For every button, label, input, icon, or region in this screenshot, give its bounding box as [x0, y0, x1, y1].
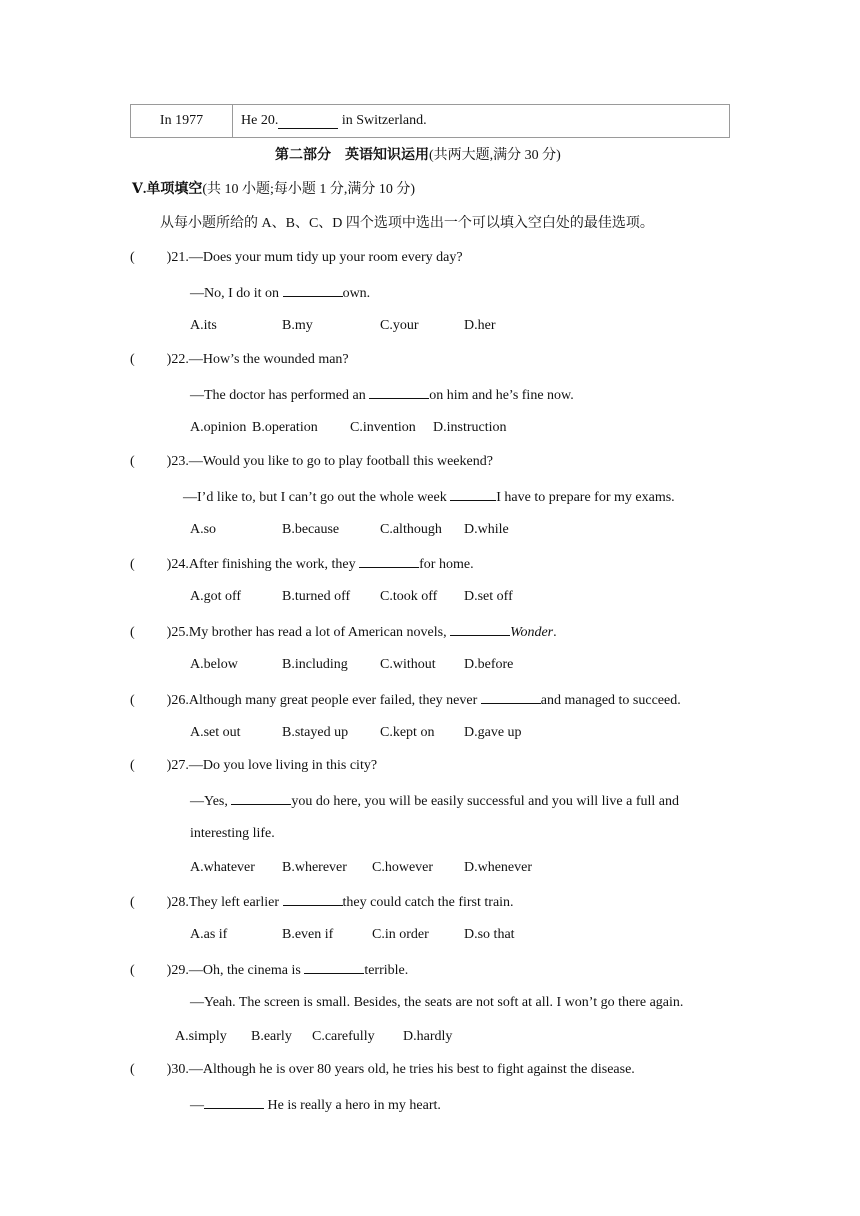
paren-open: ( [130, 963, 135, 978]
q24-blank[interactable] [359, 553, 419, 568]
paren-open: ( [130, 454, 135, 469]
paren-open: ( [130, 1062, 135, 1077]
q28-stem-post: they could catch the first train. [342, 895, 514, 910]
q21-answer-pre: —No, I do it on [190, 286, 283, 301]
section5-note: (共 10 小题;每小题 1 分,满分 10 分) [202, 182, 416, 197]
q30-blank[interactable] [204, 1094, 264, 1109]
q29-stem: )29.—Oh, the cinema is [166, 963, 305, 978]
q28-stem: )28.They left earlier [166, 895, 283, 910]
part2-note: (共两大题,满分 30 分) [429, 148, 561, 163]
q25-option-c[interactable]: C.without [380, 657, 436, 672]
q27-blank[interactable] [231, 790, 291, 805]
q27-option-c[interactable]: C.however [372, 860, 434, 875]
question-23 [130, 452, 493, 472]
q23-blank[interactable] [450, 486, 496, 501]
q29-option-a[interactable]: A.simply [175, 1029, 227, 1044]
question-24 [130, 553, 474, 575]
question-27 [130, 756, 377, 776]
section5-instruction: 从每小题所给的 A、B、C、D 四个选项中选出一个可以填入空白处的最佳选项。 [160, 216, 654, 231]
q27-stem: )27.—Do you love living in this city? [166, 758, 378, 773]
q27-answer-line2: interesting life. [190, 826, 275, 841]
q26-stem-post: and managed to succeed. [540, 693, 681, 708]
q30-answer-pre: — [190, 1098, 204, 1113]
question-22 [130, 350, 349, 370]
q25-option-b[interactable]: B.including [282, 657, 348, 672]
section5-title: Ⅴ.单项填空 [132, 182, 203, 197]
q27-option-b[interactable]: B.wherever [282, 860, 347, 875]
question-26 [130, 689, 681, 711]
q25-stem: )25.My brother has read a lot of American novels, [166, 625, 451, 640]
q22-answer-post: on him and he’s fine now. [429, 388, 574, 403]
q26-stem: )26.Although many great people ever failed, they never [166, 693, 481, 708]
question-29 [130, 959, 408, 981]
q22-answer-pre: —The doctor has performed an [190, 388, 370, 403]
q24-stem-post: for home. [419, 557, 474, 572]
q21-stem: )21.—Does your mum tidy up your room every day? [166, 250, 463, 265]
q28-option-b[interactable]: B.even if [282, 927, 334, 942]
q30-stem: )30.—Although he is over 80 years old, he tries his best to fight against the disease. [166, 1062, 635, 1077]
q30-answer-post: He is really a hero in my heart. [264, 1098, 441, 1113]
q21-option-c[interactable]: C.your [380, 318, 419, 333]
q25-blank[interactable] [450, 621, 510, 636]
q25-book-title: Wonder [510, 625, 554, 640]
q22-blank[interactable] [369, 384, 429, 399]
q21-option-d[interactable]: D.her [464, 318, 496, 333]
paren-open: ( [130, 625, 135, 640]
q23-option-b[interactable]: B.because [282, 522, 340, 537]
event-cell [233, 105, 729, 137]
q23-option-c[interactable]: C.although [380, 522, 442, 537]
q26-blank[interactable] [481, 689, 541, 704]
q23-answer-line [183, 486, 675, 508]
q27-answer-post: you do here, you will be easily successful and you will live a full and [291, 794, 680, 809]
paren-open: ( [130, 758, 135, 773]
q29-stem-post: terrible. [364, 963, 409, 978]
q22-option-d[interactable]: D.instruction [433, 420, 507, 435]
event-text-after: in Switzerland. [338, 113, 427, 128]
q23-option-d[interactable]: D.while [464, 522, 509, 537]
q26-option-d[interactable]: D.gave up [464, 725, 522, 740]
q24-option-d[interactable]: D.set off [464, 589, 513, 604]
section5-heading [132, 180, 415, 200]
question-21 [130, 248, 463, 268]
q28-option-d[interactable]: D.so that [464, 927, 515, 942]
q28-blank[interactable] [283, 891, 343, 906]
q23-option-a[interactable]: A.so [190, 522, 217, 537]
q21-blank[interactable] [283, 282, 343, 297]
q30-answer-line [190, 1094, 441, 1116]
q21-answer-line [190, 282, 370, 304]
q25-stem-post: . [553, 625, 557, 640]
q27-answer-pre: —Yes, [190, 794, 232, 809]
part2-title: 第二部分 英语知识运用 [275, 148, 429, 163]
q25-option-a[interactable]: A.below [190, 657, 238, 672]
paren-open: ( [130, 895, 135, 910]
paren-open: ( [130, 693, 135, 708]
q27-answer-line [190, 790, 679, 812]
q24-option-c[interactable]: C.took off [380, 589, 438, 604]
q21-option-b[interactable]: B.my [282, 318, 313, 333]
q23-stem: )23.—Would you like to go to play football this weekend? [166, 454, 493, 469]
q21-option-a[interactable]: A.its [190, 318, 217, 333]
answer-blank-20[interactable] [278, 114, 338, 129]
q22-option-b[interactable]: B.operation [252, 420, 318, 435]
paren-open: ( [130, 250, 135, 265]
q22-answer-line [190, 384, 574, 406]
q24-option-a[interactable]: A.got off [190, 589, 242, 604]
q29-answer-line: —Yeah. The screen is small. Besides, the seats are not soft at all. I won’t go there again. [190, 995, 684, 1010]
q29-option-b[interactable]: B.early [251, 1029, 292, 1044]
q29-blank[interactable] [304, 959, 364, 974]
year-cell: In 1977 [131, 105, 233, 137]
q24-option-b[interactable]: B.turned off [282, 589, 351, 604]
question-30 [130, 1060, 635, 1080]
q28-option-c[interactable]: C.in order [372, 927, 429, 942]
q29-option-d[interactable]: D.hardly [403, 1029, 453, 1044]
paren-open: ( [130, 557, 135, 572]
q23-answer-post: I have to prepare for my exams. [496, 490, 675, 505]
q23-answer-pre: —I’d like to, but I can’t go out the whole week [183, 490, 451, 505]
q27-option-d[interactable]: D.whenever [464, 860, 533, 875]
q26-option-b[interactable]: B.stayed up [282, 725, 349, 740]
q22-stem: )22.—How’s the wounded man? [166, 352, 349, 367]
question-25 [130, 621, 557, 643]
q29-option-c[interactable]: C.carefully [312, 1029, 375, 1044]
q28-option-a[interactable]: A.as if [190, 927, 228, 942]
q26-option-a[interactable]: A.set out [190, 725, 241, 740]
part2-heading [275, 146, 561, 166]
q22-option-c[interactable]: C.invention [350, 420, 416, 435]
q26-option-c[interactable]: C.kept on [380, 725, 435, 740]
paren-open: ( [130, 352, 135, 367]
q27-option-a[interactable]: A.whatever [190, 860, 255, 875]
q22-option-a[interactable]: A.opinion [190, 420, 247, 435]
q21-answer-post: own. [342, 286, 371, 301]
question-28 [130, 891, 514, 913]
info-table-row [130, 104, 730, 138]
q25-option-d[interactable]: D.before [464, 657, 514, 672]
event-text-before: He 20. [241, 113, 279, 128]
q24-stem: )24.After finishing the work, they [166, 557, 360, 572]
